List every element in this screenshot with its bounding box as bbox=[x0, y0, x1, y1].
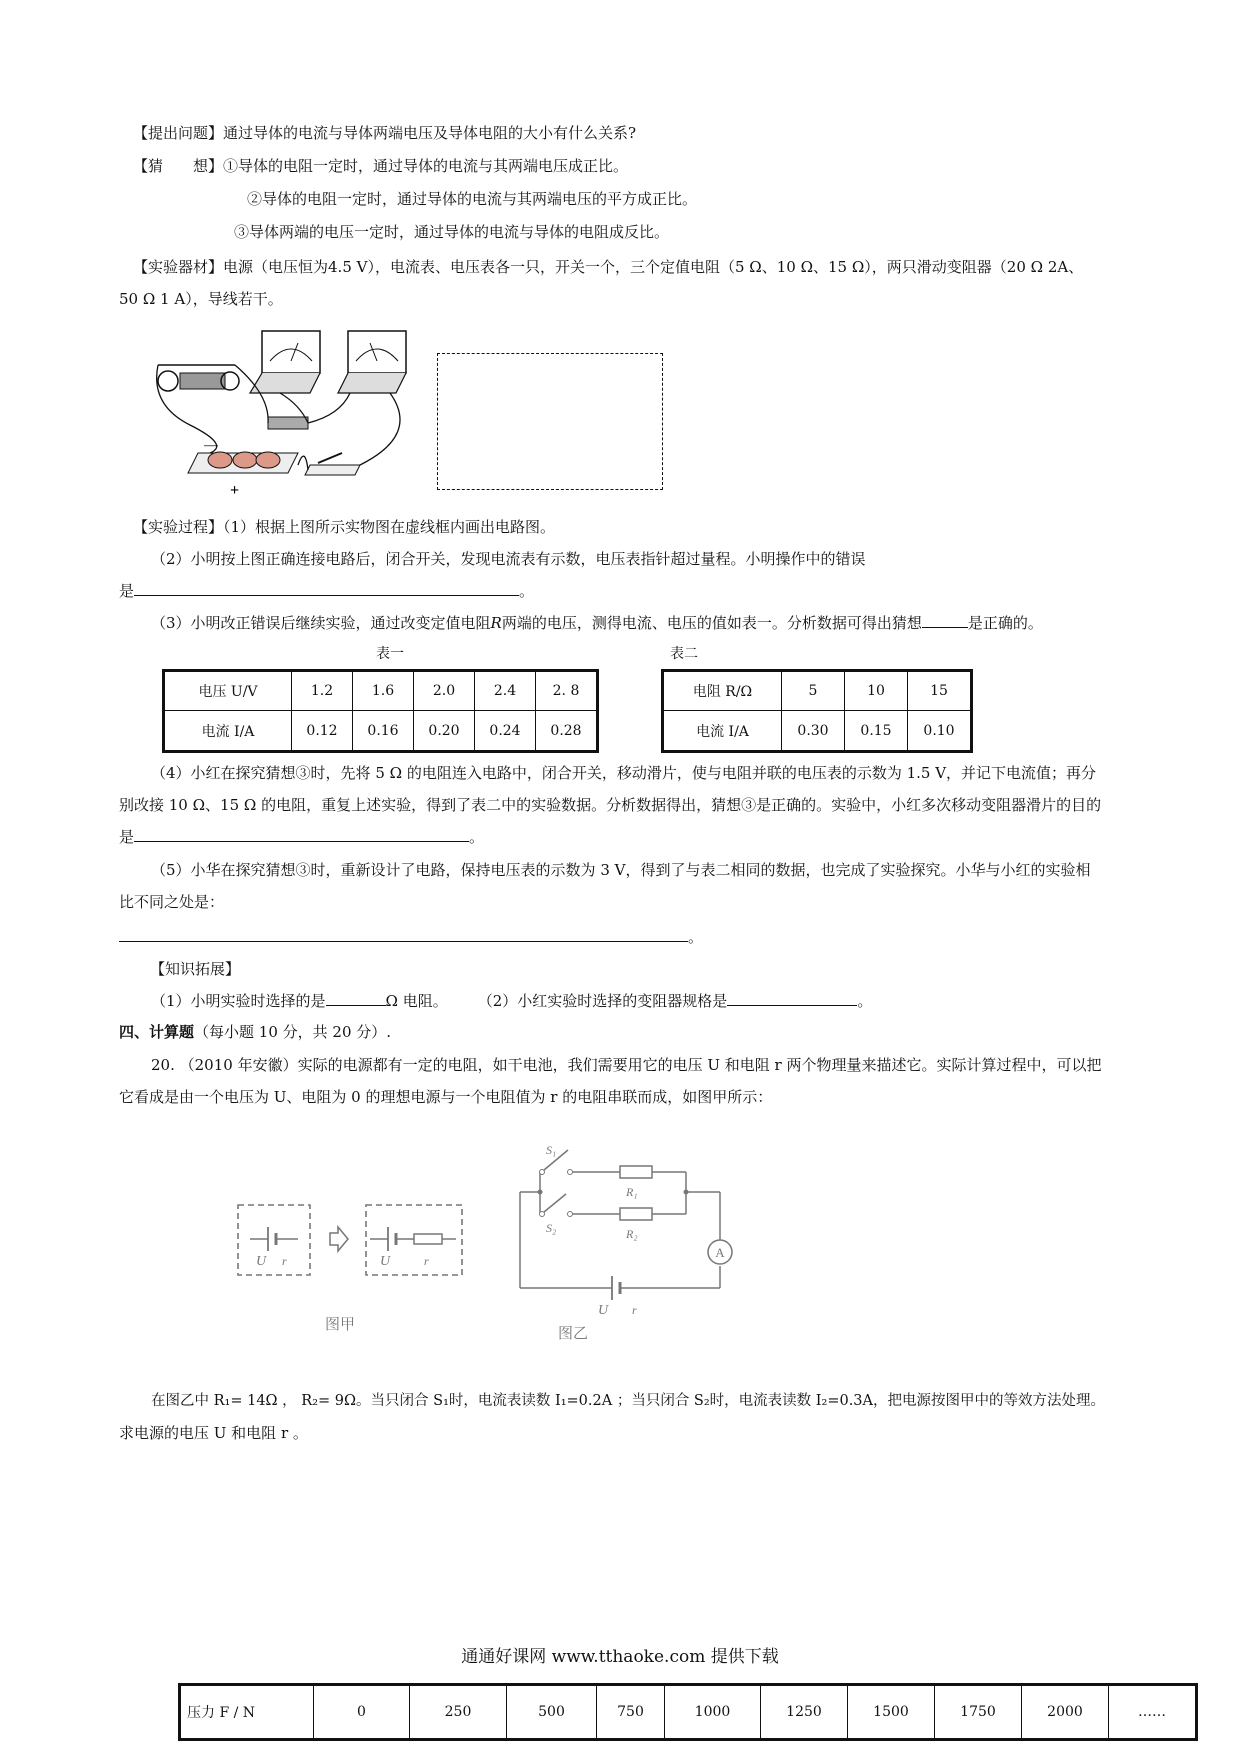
table1-row-label: 电流 I/A bbox=[164, 711, 292, 752]
step-4-end: 。 bbox=[469, 828, 485, 846]
guess-1: ①导体的电阻一定时，通过导体的电流与其两端电压成正比。 bbox=[223, 157, 629, 175]
q20-body-line-1: 在图乙中 R₁= 14Ω ， R₂= 9Ω。当只闭合 S₁时，电流表读数 I₁=0.2A ；当只闭合 S₂时，电流表读数 I₂=0.3A，把电源按图甲中的等效方法处理。 bbox=[151, 1393, 1106, 1409]
step-4-line-2: 别改接 10 Ω、15 Ω 的电阻，重复上述实验，得到了表二中的实验数据。分析数据得出，猜想③是正确的。实验中，小红多次移动变阻器滑片的目的 bbox=[119, 796, 1102, 814]
pressure-cell: 1000 bbox=[665, 1685, 761, 1740]
guess-line-1 bbox=[133, 155, 628, 177]
step-2-line-1: （2）小明按上图正确连接电路后，闭合开关，发现电流表有示数，电压表指针超过量程。小明操作中的错误 bbox=[151, 550, 866, 568]
circuit-drawing-box[interactable] bbox=[437, 353, 663, 490]
q20-body-line-2: 求电源的电压 U 和电阻 r 。 bbox=[119, 1424, 308, 1442]
pressure-cell: …… bbox=[1109, 1685, 1197, 1740]
section-4-heading-line bbox=[119, 1021, 391, 1043]
resistor-r2-label: R₂ bbox=[626, 1227, 638, 1241]
table1-cell: 0.12 bbox=[292, 711, 353, 752]
step-2-line-2 bbox=[119, 580, 534, 602]
equipment-text-1: 电源（电压恒为4.5 V），电流表、电压表各一只，开关一个，三个定值电阻（5 Ω、10 Ω、15 Ω），两只滑动变阻器（20 Ω 2A、 bbox=[223, 258, 1084, 276]
table1-cell: 0.20 bbox=[414, 711, 475, 752]
switch-s1-label: S₁ bbox=[546, 1143, 557, 1157]
table1-cell: 2. 8 bbox=[536, 671, 598, 711]
fig-jia-label-u2: U bbox=[380, 1254, 391, 1269]
fig-jia-label-r2: r bbox=[424, 1254, 429, 1268]
ext-label: 【知识拓展】 bbox=[150, 960, 241, 978]
figure-jia bbox=[230, 1195, 470, 1345]
pressure-cell: 1500 bbox=[848, 1685, 935, 1740]
table2-caption: 表二 bbox=[670, 646, 698, 662]
table1-cell: 0.28 bbox=[536, 711, 598, 752]
step-3-line bbox=[151, 612, 1043, 634]
step-3-var: R bbox=[490, 614, 502, 632]
q20-line-2: 它看成是由一个电压为 U、电阻为 0 的理想电源与一个电阻值为 r 的电阻串联而成，如图甲所示： bbox=[119, 1088, 773, 1106]
table2-cell: 0.15 bbox=[845, 711, 908, 752]
table2-row-label: 电阻 R/Ω bbox=[663, 671, 782, 711]
table1-cell: 2.0 bbox=[414, 671, 475, 711]
step-2-answer-blank[interactable] bbox=[134, 580, 519, 596]
fig-yi-label-r: r bbox=[632, 1303, 637, 1317]
ext-1-answer-blank[interactable] bbox=[326, 990, 386, 1006]
table2-cell: 0.10 bbox=[908, 711, 972, 752]
process-label: 【实验过程】 bbox=[133, 518, 224, 536]
table1-row-current bbox=[164, 711, 598, 752]
step-1: （1）根据上图所示实物图在虚线框内画出电路图。 bbox=[223, 518, 556, 536]
ext-2-answer-blank[interactable] bbox=[727, 990, 857, 1006]
fig-jia-label-r: r bbox=[282, 1254, 287, 1268]
equipment-label: 【实验器材】 bbox=[133, 258, 224, 276]
table2-row-resistance bbox=[663, 671, 972, 711]
table1 bbox=[162, 669, 599, 753]
process-line-1 bbox=[133, 516, 555, 538]
fig-yi-caption: 图乙 bbox=[558, 1326, 589, 1342]
svg-text:—: — bbox=[204, 438, 218, 453]
step-4-line-3 bbox=[119, 826, 484, 848]
equipment-line-2: 50 Ω 1 A），导线若干。 bbox=[119, 290, 283, 308]
table1-cell: 1.2 bbox=[292, 671, 353, 711]
question-line bbox=[133, 122, 636, 144]
pressure-cell: 250 bbox=[410, 1685, 507, 1740]
step-2-prefix: 是 bbox=[119, 582, 135, 600]
page-footer: 通通好课网 www.tthaoke.com 提供下载 bbox=[461, 1647, 779, 1667]
step-3-answer-blank[interactable] bbox=[922, 612, 968, 628]
step-4-prefix: 是 bbox=[119, 828, 135, 846]
table1-cell: 2.4 bbox=[475, 671, 536, 711]
pressure-label: 压力 F / N bbox=[180, 1685, 314, 1740]
fig-jia-caption: 图甲 bbox=[324, 1317, 356, 1333]
pressure-table-row bbox=[180, 1685, 1197, 1740]
pressure-cell: 500 bbox=[507, 1685, 597, 1740]
equipment-line-1 bbox=[133, 256, 1083, 278]
step-4-line-1: （4）小红在探究猜想③时，先将 5 Ω 的电阻连入电路中，闭合开关，移动滑片，使与电阻并联的电压表的示数为 1.5 V，并记下电流值；再分 bbox=[151, 764, 1097, 782]
guess-3: ③导体两端的电压一定时，通过导体的电流与导体的电阻成反比。 bbox=[234, 223, 670, 241]
step-2-end: 。 bbox=[519, 582, 535, 600]
guess-label: 【猜 想】 bbox=[133, 157, 224, 175]
guess-2: ②导体的电阻一定时，通过导体的电流与其两端电压的平方成正比。 bbox=[247, 190, 698, 208]
table2-cell: 0.30 bbox=[782, 711, 845, 752]
fig-jia-label-u: U bbox=[256, 1254, 267, 1269]
step-5-line-2: 比不同之处是： bbox=[119, 893, 225, 911]
table1-cell: 1.6 bbox=[353, 671, 414, 711]
table1-caption: 表一 bbox=[376, 646, 404, 662]
pressure-cell: 750 bbox=[597, 1685, 665, 1740]
table2 bbox=[661, 669, 973, 753]
ext-line bbox=[151, 990, 872, 1012]
table1-cell: 0.16 bbox=[353, 711, 414, 752]
resistor-r1-label: R₁ bbox=[626, 1185, 638, 1199]
step-5-line-3 bbox=[119, 926, 703, 948]
pressure-table bbox=[178, 1683, 1198, 1741]
ext-2-text-a: （2）小红实验时选择的变阻器规格是 bbox=[477, 992, 728, 1010]
pressure-cell: 1250 bbox=[761, 1685, 848, 1740]
apparatus-illustration bbox=[150, 325, 420, 505]
switch-s2-label: S₂ bbox=[546, 1221, 557, 1235]
question-label: 【提出问题】 bbox=[133, 124, 224, 142]
ext-1-text-b: Ω 电阻。 bbox=[385, 992, 448, 1010]
step-3-text-b: 两端的电压，测得电流、电压的值如表一。分析数据可得出猜想 bbox=[501, 614, 922, 632]
step-5-line-1: （5）小华在探究猜想③时，重新设计了电路，保持电压表的示数为 3 V，得到了与表二相同的数据，也完成了实验探究。小华与小红的实验相 bbox=[151, 861, 1091, 879]
question-text: 通过导体的电流与导体两端电压及导体电阻的大小有什么关系? bbox=[223, 124, 637, 142]
pressure-cell: 1750 bbox=[935, 1685, 1022, 1740]
step-5-end: 。 bbox=[688, 928, 704, 946]
ext-2-text-b: 。 bbox=[857, 992, 873, 1010]
table1-row-voltage bbox=[164, 671, 598, 711]
table2-cell: 15 bbox=[908, 671, 972, 711]
section-4-note: （每小题 10 分，共 20 分）. bbox=[194, 1023, 392, 1041]
table2-row-label: 电流 I/A bbox=[663, 711, 782, 752]
svg-text:+: + bbox=[230, 482, 240, 499]
table1-row-label: 电压 U/V bbox=[164, 671, 292, 711]
ammeter-label: A bbox=[715, 1245, 725, 1260]
table2-cell: 10 bbox=[845, 671, 908, 711]
fig-yi-label-u: U bbox=[598, 1303, 609, 1318]
table2-row-current bbox=[663, 711, 972, 752]
step-4-answer-blank[interactable] bbox=[134, 826, 469, 842]
pressure-cell: 2000 bbox=[1022, 1685, 1109, 1740]
section-4-heading: 四、计算题 bbox=[119, 1023, 195, 1041]
figure-yi bbox=[510, 1140, 750, 1350]
step-3-text-c: 是正确的。 bbox=[967, 614, 1043, 632]
table1-cell: 0.24 bbox=[475, 711, 536, 752]
pressure-cell: 0 bbox=[314, 1685, 410, 1740]
step-3-text-a: （3）小明改正错误后继续实验，通过改变定值电阻 bbox=[151, 614, 491, 632]
table2-cell: 5 bbox=[782, 671, 845, 711]
ext-1-text-a: （1）小明实验时选择的是 bbox=[151, 992, 326, 1010]
q20-line-1: 20. （2010 年安徽）实际的电源都有一定的电阻，如干电池，我们需要用它的电压 U 和电阻 r 两个物理量来描述它。实际计算过程中，可以把 bbox=[151, 1056, 1102, 1074]
step-5-answer-blank[interactable] bbox=[119, 926, 688, 942]
